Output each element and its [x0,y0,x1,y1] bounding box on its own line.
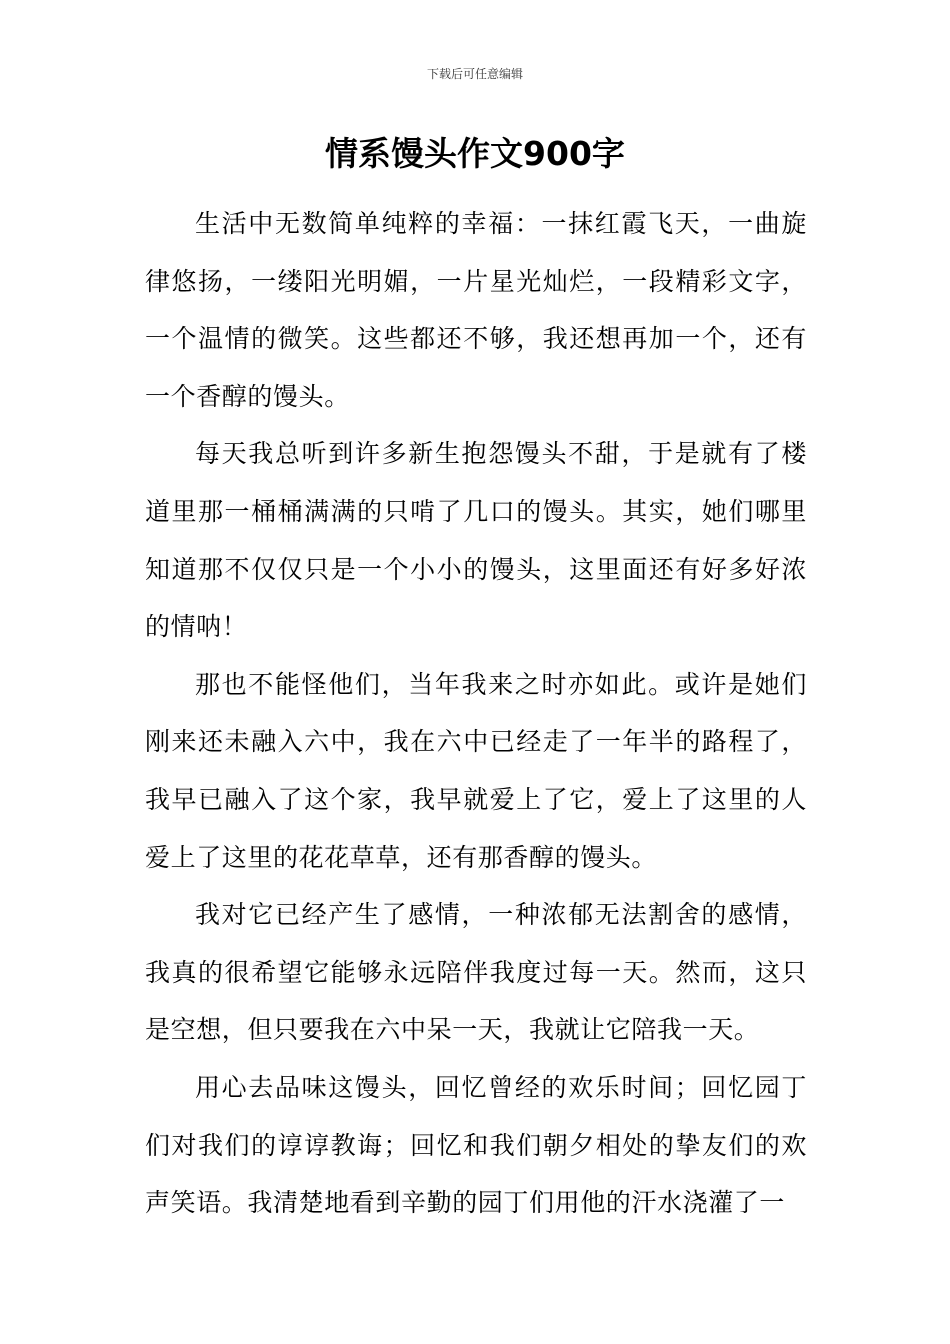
paragraph: 那也不能怪他们，当年我来之时亦如此。或许是她们刚来还未融入六中，我在六中已经走了一年半的路程了，我早已融入了这个家，我早就爱上了它，爱上了这里的人爱上了这里的花花草草，还有那香醇的馒头。 [145,669,807,872]
paragraph: 每天我总听到许多新生抱怨馒头不甜，于是就有了楼道里那一桶桶满满的只啃了几口的馒头。其实，她们哪里知道那不仅仅只是一个小小的馒头，这里面还有好多好浓的情呐！ [145,439,807,642]
page-header-note: 下载后可任意编辑 [426,67,523,81]
paragraph: 生活中无数简单纯粹的幸福：一抹红霞飞天，一曲旋律悠扬，一缕阳光明媚，一片星光灿烂，一段精彩文字，一个温情的微笑。这些都还不够，我还想再加一个，还有一个香醇的馒头。 [145,209,807,411]
paragraph: 用心去品味这馒头，回忆曾经的欢乐时间；回忆园丁们对我们的谆谆教诲；回忆和我们朝夕相处的挚友们的欢声笑语。我清楚地看到辛勤的园丁们用他的汗水浇灌了一 [145,1072,807,1218]
document-body [145,195,807,1232]
paragraph: 我对它已经产生了感情，一种浓郁无法割舍的感情，我真的很希望它能够永远陪伴我度过每一天。然而，这只是空想，但只要我在六中呆一天，我就让它陪我一天。 [145,900,807,1045]
document-title: 情系馒头作文900字 [325,134,625,173]
